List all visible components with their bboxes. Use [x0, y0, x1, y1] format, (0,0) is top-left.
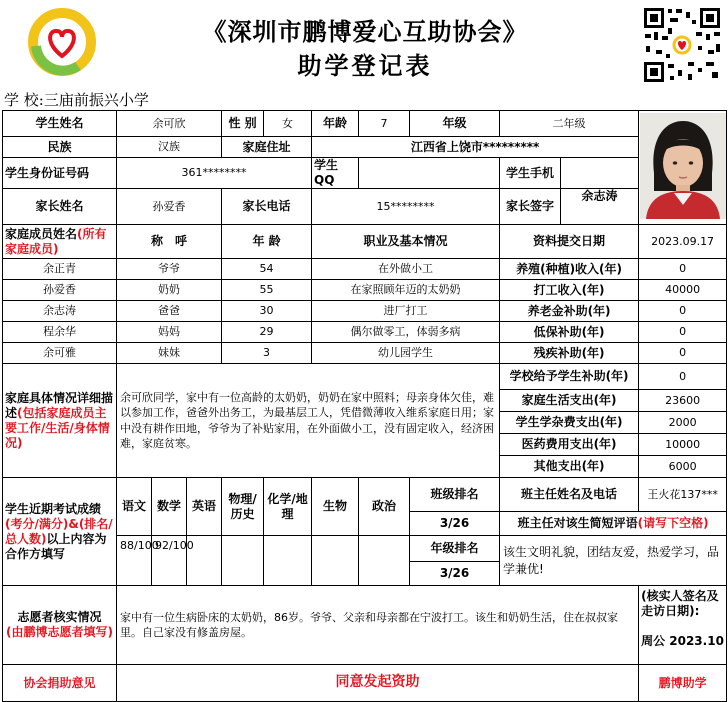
parent-phone: 15******** [312, 189, 500, 225]
comment-label-text: 班主任对该生简短评语 [517, 516, 638, 530]
subject-header: 英语 [187, 478, 222, 536]
volunteer-signature [639, 586, 727, 665]
expense-value: 23600 [639, 390, 727, 412]
teacher-label: 班主任姓名及电话 [500, 478, 639, 512]
scores-label [3, 478, 117, 586]
organization-name: 鹏博助学 [639, 665, 727, 702]
member-name: 孙爱香 [3, 280, 117, 301]
income-value: 0 [639, 301, 727, 322]
member-relation: 奶奶 [117, 280, 222, 301]
student-name-label: 学生姓名 [3, 111, 117, 137]
grade-rank: 3/26 [410, 562, 500, 586]
situation-label [3, 364, 117, 478]
income-value: 40000 [639, 280, 727, 301]
income-value: 0 [639, 322, 727, 343]
member-relation: 爷爷 [117, 259, 222, 280]
member-job: 在外做小工 [312, 259, 500, 280]
score-value [359, 536, 410, 586]
class-rank-label: 班级排名 [410, 478, 500, 512]
situation-label-text: 家庭具体情况详细描述 [5, 390, 114, 420]
address-value: 江西省上饶市********* [312, 137, 639, 158]
member-name: 程余华 [3, 322, 117, 343]
subject-header: 物理/历史 [222, 478, 264, 536]
address-label: 家庭住址 [222, 137, 312, 158]
situation-description: 余可欣同学，家中有一位高龄的太奶奶，奶奶在家中照料；母亲身体欠佳，难以参加工作，爸爸外出务工，为最基层工人，凭借微薄收入维系家庭日用；家中没有耕作田地，爷爷为了补贴家用，在外面做小工，没有固定收入，经济困难，家庭贫寒。 [117, 364, 500, 478]
age-label: 年龄 [312, 111, 359, 137]
comment-label-note: (请写下空格) [637, 516, 709, 530]
score-value: 92/100 [152, 536, 187, 586]
parent-sign-label: 家长签字 [500, 189, 561, 225]
member-name: 余正青 [3, 259, 117, 280]
family-members-label-text: 家庭成员姓名 [5, 226, 78, 241]
income-label: 养老金补助(年) [500, 301, 639, 322]
expense-label: 其他支出(年) [500, 456, 639, 478]
expense-label: 家庭生活支出(年) [500, 390, 639, 412]
income-value: 0 [639, 343, 727, 364]
subject-header: 语文 [117, 478, 152, 536]
subject-header: 政治 [359, 478, 410, 536]
volunteer-label-text: 志愿者核实情况 [17, 610, 102, 624]
age-column-header: 年 龄 [222, 225, 312, 259]
score-value [222, 536, 264, 586]
id-value: 361******** [117, 158, 312, 189]
scores-label-note: (考分/满分)&(排名/总人数) [5, 516, 113, 546]
income-label: 打工收入(年) [500, 280, 639, 301]
student-name: 余可欣 [117, 111, 222, 137]
scores-label-text: 学生近期考试成绩 [5, 501, 102, 516]
volunteer-notes: 家中有一位生病卧床的太奶奶，86岁。爷爷、父亲和母亲都在宁波打工。该生和奶奶生活，住在叔叔家里。自己家没有修盖房屋。 [117, 586, 639, 665]
score-value [264, 536, 312, 586]
member-age: 55 [222, 280, 312, 301]
family-member-row [3, 322, 727, 343]
member-age: 3 [222, 343, 312, 364]
submit-date: 2023.09.17 [639, 225, 727, 259]
teacher-value: 王火花137*** [639, 478, 727, 512]
signature-value: 周公 2023.10 [641, 634, 724, 648]
member-age: 30 [222, 301, 312, 322]
ethnic-label: 民族 [3, 137, 117, 158]
gender-value: 女 [264, 111, 312, 137]
comment-label [500, 512, 727, 536]
form-title: 《深圳市鹏博爱心互助协会》 [202, 17, 528, 46]
parent-name-label: 家长姓名 [3, 189, 117, 225]
class-rank: 3/26 [410, 512, 500, 536]
donation-opinion: 同意发起资助 [117, 665, 639, 702]
expense-label: 学生学杂费支出(年) [500, 412, 639, 434]
family-member-row [3, 280, 727, 301]
income-label: 低保补助(年) [500, 322, 639, 343]
family-members-note: (所有家庭成员) [5, 226, 107, 256]
expense-value: 0 [639, 364, 727, 390]
member-job: 幼儿园学生 [312, 343, 500, 364]
member-job: 在家照顾年迈的太奶奶 [312, 280, 500, 301]
form-subtitle: 助学登记表 [297, 51, 433, 80]
grade-rank-label: 年级排名 [410, 536, 500, 562]
student-photo [639, 111, 727, 225]
member-relation: 妈妈 [117, 322, 222, 343]
expense-label: 学校给予学生补助(年) [500, 364, 639, 390]
relation-column-header: 称 呼 [117, 225, 222, 259]
member-name: 余志涛 [3, 301, 117, 322]
score-value [312, 536, 359, 586]
family-member-row [3, 259, 727, 280]
school-name: 学 校:三庙前振兴小学 [4, 91, 149, 109]
member-relation: 爸爸 [117, 301, 222, 322]
parent-name: 孙爱香 [117, 189, 222, 225]
grade-value: 二年级 [500, 111, 639, 137]
signature-label: (核实人签名及走访日期): [641, 589, 719, 618]
score-value: 88/100 [117, 536, 152, 586]
expense-value: 2000 [639, 412, 727, 434]
income-label: 残疾补助(年) [500, 343, 639, 364]
member-age: 54 [222, 259, 312, 280]
income-value: 0 [639, 259, 727, 280]
situation-label-note: (包括家庭成员主要工作/生活/身体情况) [5, 405, 110, 450]
income-label: 养殖(种植)收入(年) [500, 259, 639, 280]
volunteer-label-note: (由鹏博志愿者填写) [6, 625, 113, 639]
qq-value [359, 158, 500, 189]
subject-header: 生物 [312, 478, 359, 536]
family-member-row [3, 343, 727, 364]
phone-value [561, 158, 639, 189]
teacher-comment: 该生文明礼貌，团结友爱，热爱学习，品学兼优! [500, 536, 727, 586]
expense-label: 医药费用支出(年) [500, 434, 639, 456]
scores-label-footnote: 以上内容为合作方填写 [5, 531, 107, 561]
registration-form [2, 110, 727, 702]
member-age: 29 [222, 322, 312, 343]
id-label: 学生身份证号码 [3, 158, 117, 189]
student-photo-image [640, 113, 726, 219]
grade-label: 年级 [410, 111, 500, 137]
job-column-header: 职业及基本情况 [312, 225, 500, 259]
volunteer-label [3, 586, 117, 665]
qr-code [642, 6, 722, 84]
expense-value: 6000 [639, 456, 727, 478]
association-logo [26, 6, 98, 78]
member-name: 余可雅 [3, 343, 117, 364]
submit-date-label: 资料提交日期 [500, 225, 639, 259]
parent-phone-label: 家长电话 [222, 189, 312, 225]
subject-header: 化学/地理 [264, 478, 312, 536]
phone-label: 学生手机 [500, 158, 561, 189]
subject-header: 数学 [152, 478, 187, 536]
member-relation: 妹妹 [117, 343, 222, 364]
age-value: 7 [359, 111, 410, 137]
member-job: 偶尔做零工，体弱多病 [312, 322, 500, 343]
parent-sign: 余志涛 [561, 189, 639, 225]
qq-label: 学生QQ [312, 158, 359, 189]
expense-value: 10000 [639, 434, 727, 456]
ethnic-value: 汉族 [117, 137, 222, 158]
donation-opinion-label: 协会捐助意见 [3, 665, 117, 702]
family-member-row [3, 301, 727, 322]
gender-label: 性 别 [222, 111, 264, 137]
family-members-label [3, 225, 117, 259]
member-job: 进厂打工 [312, 301, 500, 322]
